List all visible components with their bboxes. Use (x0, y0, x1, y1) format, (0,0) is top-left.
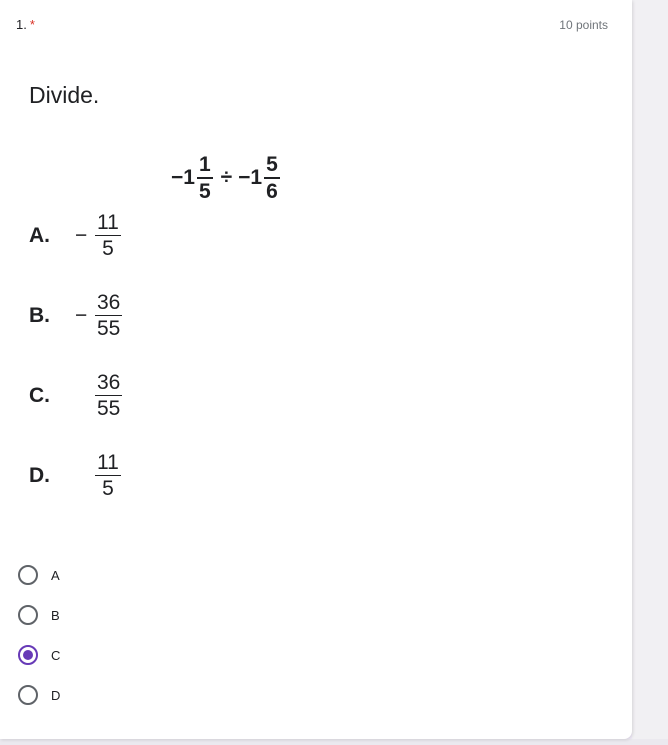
answer-choice-d (29, 452, 123, 499)
page-bottom-margin (0, 739, 668, 745)
radio-button-c[interactable] (18, 645, 38, 665)
points-label: 10 points (559, 18, 608, 32)
radio-button-a[interactable] (18, 565, 38, 585)
option-label: A (51, 567, 60, 583)
choice-sign: − (75, 303, 88, 327)
answer-choice-b (29, 292, 124, 339)
radio-selected-dot (23, 650, 33, 660)
choice-numerator: 36 (97, 291, 121, 314)
first-numerator: 1 (197, 154, 213, 179)
option-a[interactable] (18, 565, 60, 585)
option-c[interactable] (18, 645, 60, 665)
choice-numerator: 36 (97, 371, 121, 394)
choice-denominator: 55 (97, 397, 121, 420)
question-number (16, 17, 35, 32)
division-problem (171, 154, 282, 202)
choice-value (75, 212, 123, 259)
choice-denominator: 5 (102, 237, 114, 260)
radio-button-b[interactable] (18, 605, 38, 625)
first-mixed-number (171, 154, 215, 202)
first-denominator: 5 (198, 180, 211, 203)
choice-value (75, 452, 123, 499)
choice-fraction (95, 372, 122, 419)
choice-fraction (95, 212, 121, 259)
question-prompt: Divide. (29, 82, 100, 108)
option-b[interactable] (18, 605, 60, 625)
choice-denominator: 5 (102, 477, 114, 500)
option-label: B (51, 607, 60, 623)
choice-fraction (95, 452, 121, 499)
choice-sign: − (75, 223, 88, 247)
choice-letter: A. (29, 223, 50, 247)
choice-denominator: 55 (97, 317, 121, 340)
required-asterisk: * (29, 17, 35, 32)
choice-fraction (95, 292, 122, 339)
division-operator: ÷ (220, 166, 233, 189)
choice-numerator: 11 (97, 451, 119, 474)
second-whole: −1 (238, 166, 263, 189)
answer-choice-a (29, 212, 123, 259)
answer-choice-c (29, 372, 124, 419)
second-mixed-number (238, 154, 282, 202)
option-label: C (51, 647, 61, 663)
option-label: D (51, 687, 61, 703)
choice-numerator: 11 (97, 211, 119, 234)
choice-letter: B. (29, 303, 50, 327)
second-denominator: 6 (266, 180, 278, 203)
choice-value (75, 372, 124, 419)
page-margin (632, 0, 668, 745)
radio-button-d[interactable] (18, 685, 38, 705)
choice-letter: D. (29, 463, 50, 487)
first-fraction (197, 154, 213, 202)
option-d[interactable] (18, 685, 60, 705)
second-numerator: 5 (264, 154, 280, 179)
choice-value (75, 292, 124, 339)
first-whole: −1 (171, 166, 195, 189)
choice-letter: C. (29, 383, 50, 407)
second-fraction (264, 154, 280, 202)
question-number-label: 1. (16, 17, 27, 32)
